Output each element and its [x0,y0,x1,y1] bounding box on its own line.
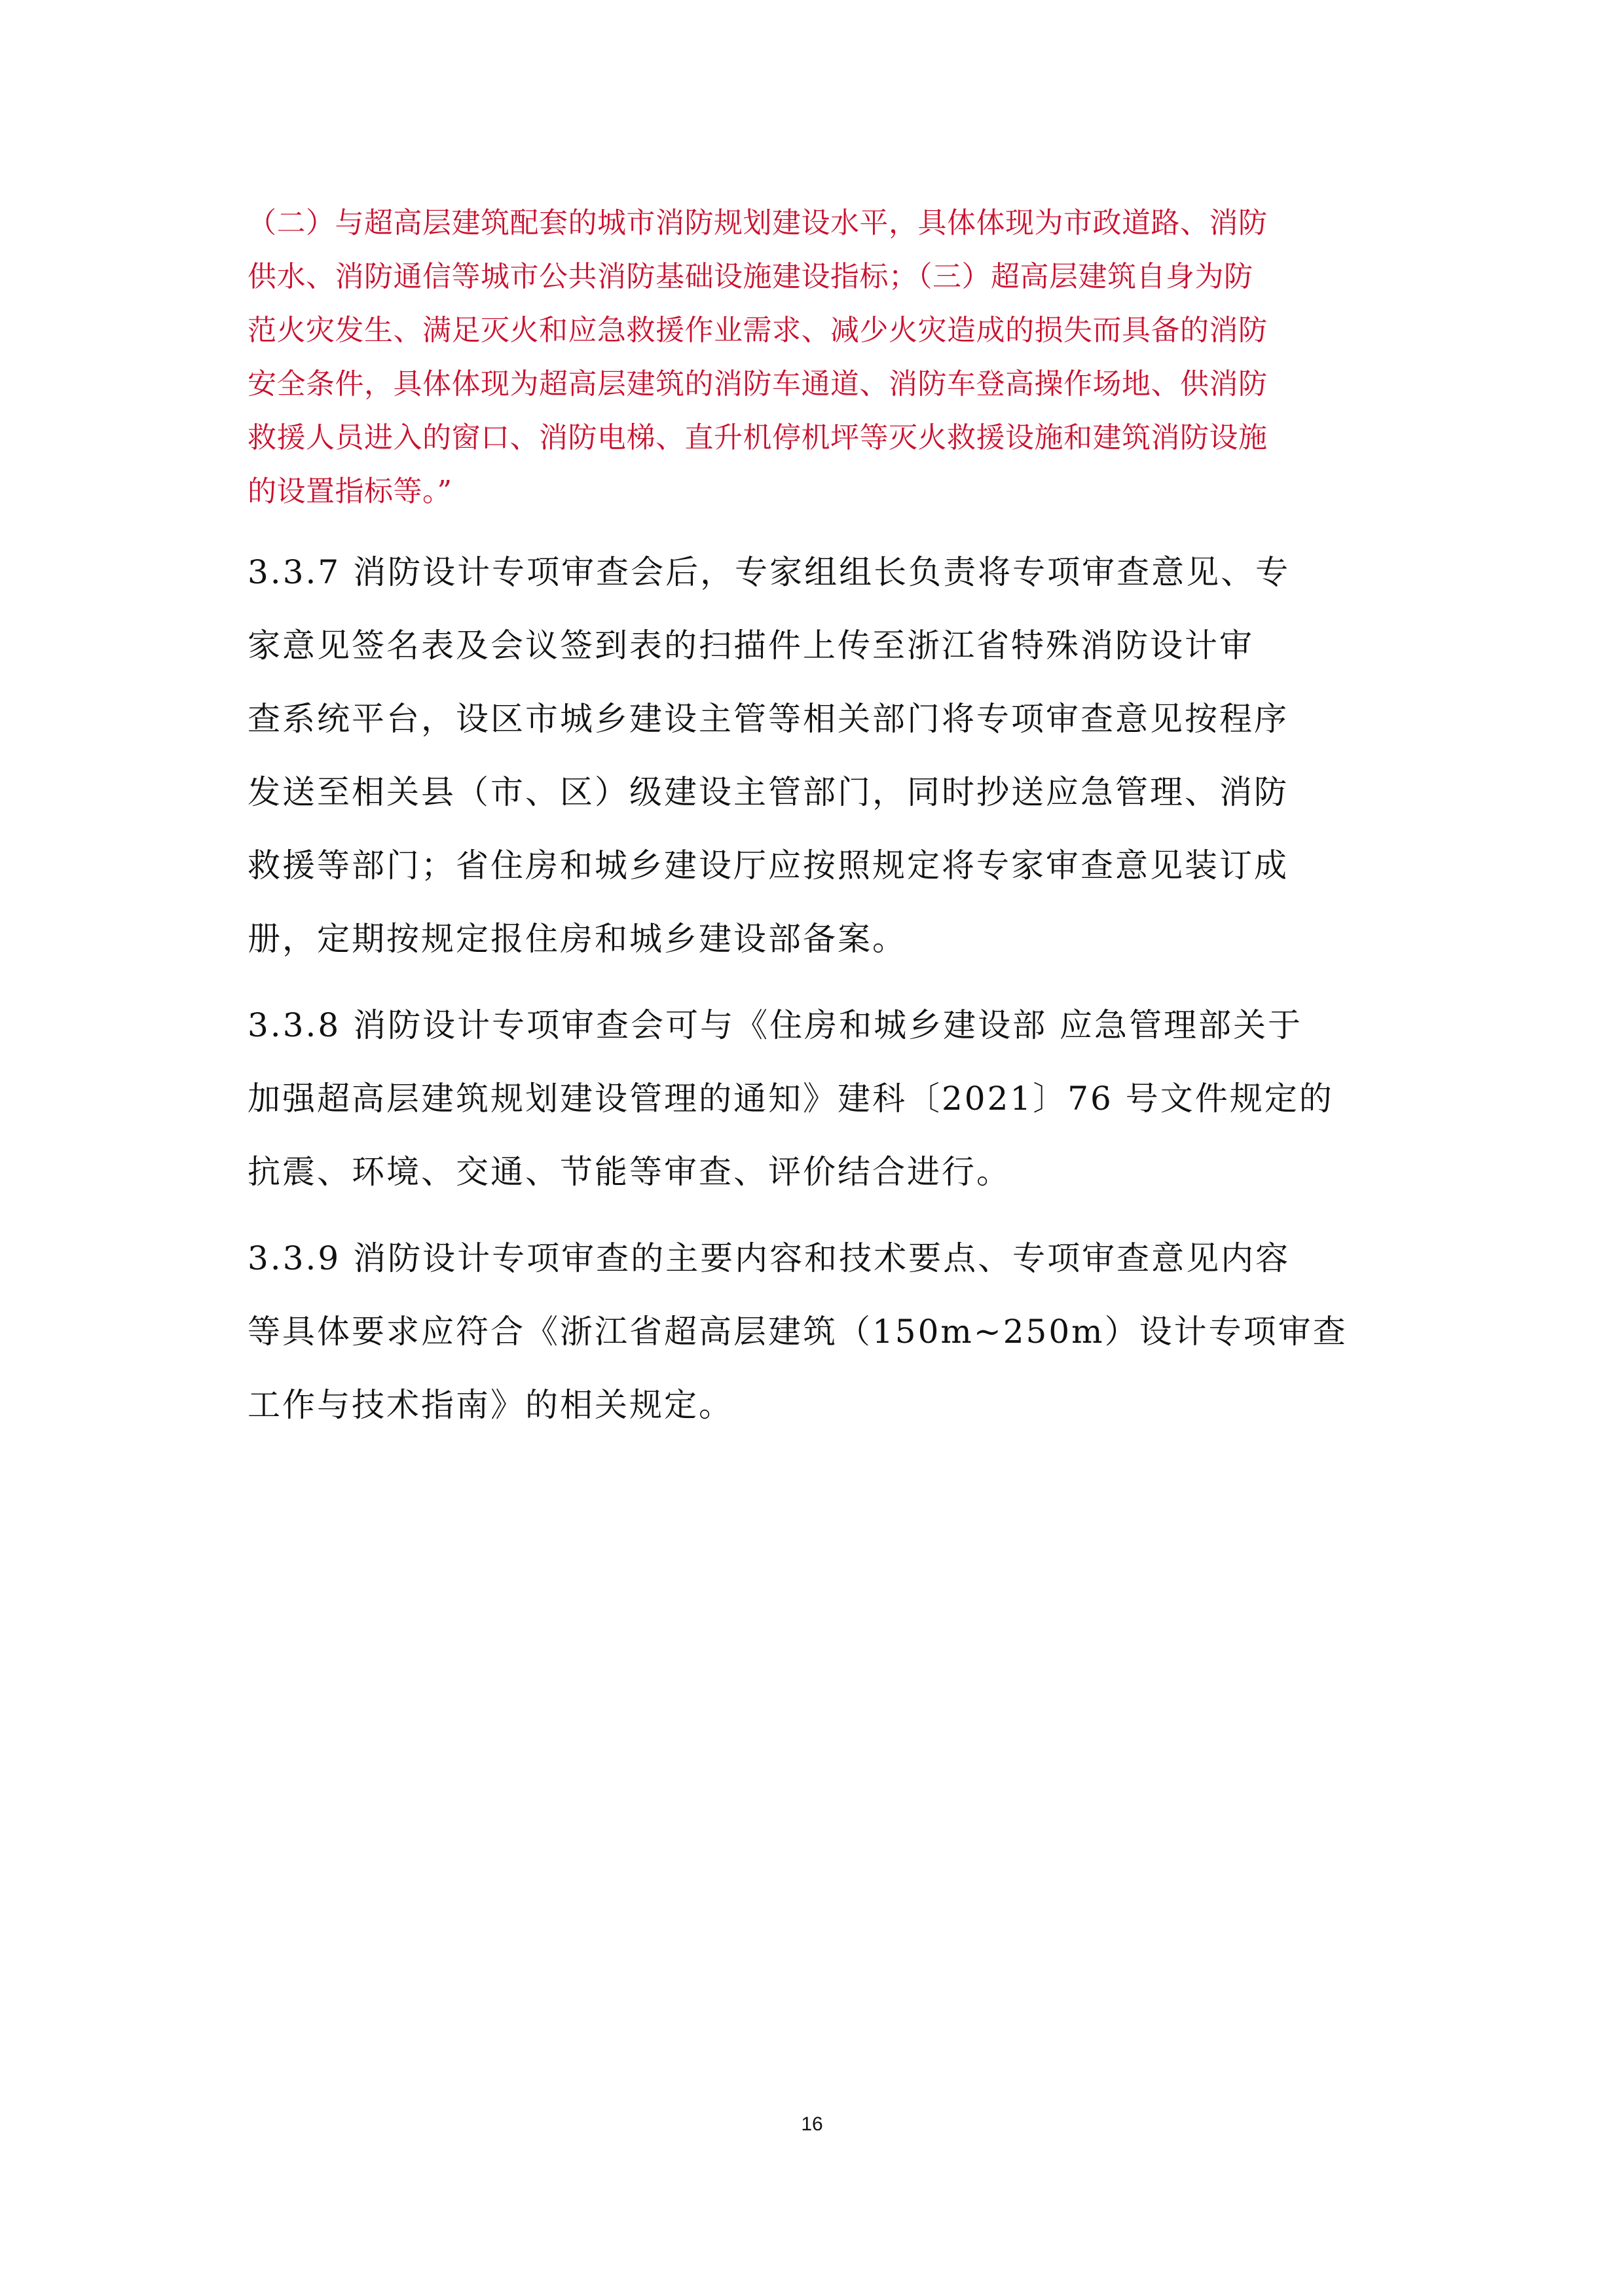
quoted-text-line: （二）与超高层建筑配套的城市消防规划建设水平，具体体现为市政道路、消防 [248,206,1268,240]
clause-line: 抗震、环境、交通、节能等审查、评价结合进行。 [248,1153,1011,1191]
clause-3-3-9 [248,1222,1393,1442]
clause-line: 册，定期按规定报住房和城乡建设部备案。 [248,920,907,958]
quoted-text-block [248,196,1393,519]
clause-3-3-7 [248,536,1393,975]
clause-line: 3.3.7 消防设计专项审查会后，专家组组长负责将专项审查意见、专 [248,553,1291,591]
clause-line: 3.3.8 消防设计专项审查会可与《住房和城乡建设部 应急管理部关于 [248,1006,1303,1044]
clause-line: 发送至相关县（市、区）级建设主管部门，同时抄送应急管理、消防 [248,773,1289,811]
quoted-text-line: 救援人员进入的窗口、消防电梯、直升机停机坪等灭火救援设施和建筑消防设施 [248,421,1268,454]
clause-line: 查系统平台，设区市城乡建设主管等相关部门将专项审查意见按程序 [248,700,1289,738]
clause-line: 等具体要求应符合《浙江省超高层建筑（150m~250m）设计专项审查 [248,1313,1348,1351]
clause-line: 工作与技术指南》的相关规定。 [248,1386,733,1424]
clause-line: 家意见签名表及会议签到表的扫描件上传至浙江省特殊消防设计审 [248,627,1254,665]
clause-line: 救援等部门；省住房和城乡建设厅应按照规定将专家审查意见装订成 [248,847,1289,884]
page-number: 16 [801,2113,823,2135]
page-content [248,196,1393,1455]
clause-line: 3.3.9 消防设计专项审查的主要内容和技术要点、专项审查意见内容 [248,1239,1291,1277]
quoted-text-line: 安全条件，具体体现为超高层建筑的消防车通道、消防车登高操作场地、供消防 [248,367,1268,401]
quoted-text-line: 范火灾发生、满足灭火和应急救援作业需求、减少火灾造成的损失而具备的消防 [248,314,1268,347]
quoted-text-line: 的设置指标等。” [248,475,452,508]
clause-line: 加强超高层建筑规划建设管理的通知》建科〔2021〕76 号文件规定的 [248,1080,1334,1118]
clause-3-3-8 [248,989,1393,1209]
quoted-text-line: 供水、消防通信等城市公共消防基础设施建设指标；（三）超高层建筑自身为防 [248,260,1253,293]
